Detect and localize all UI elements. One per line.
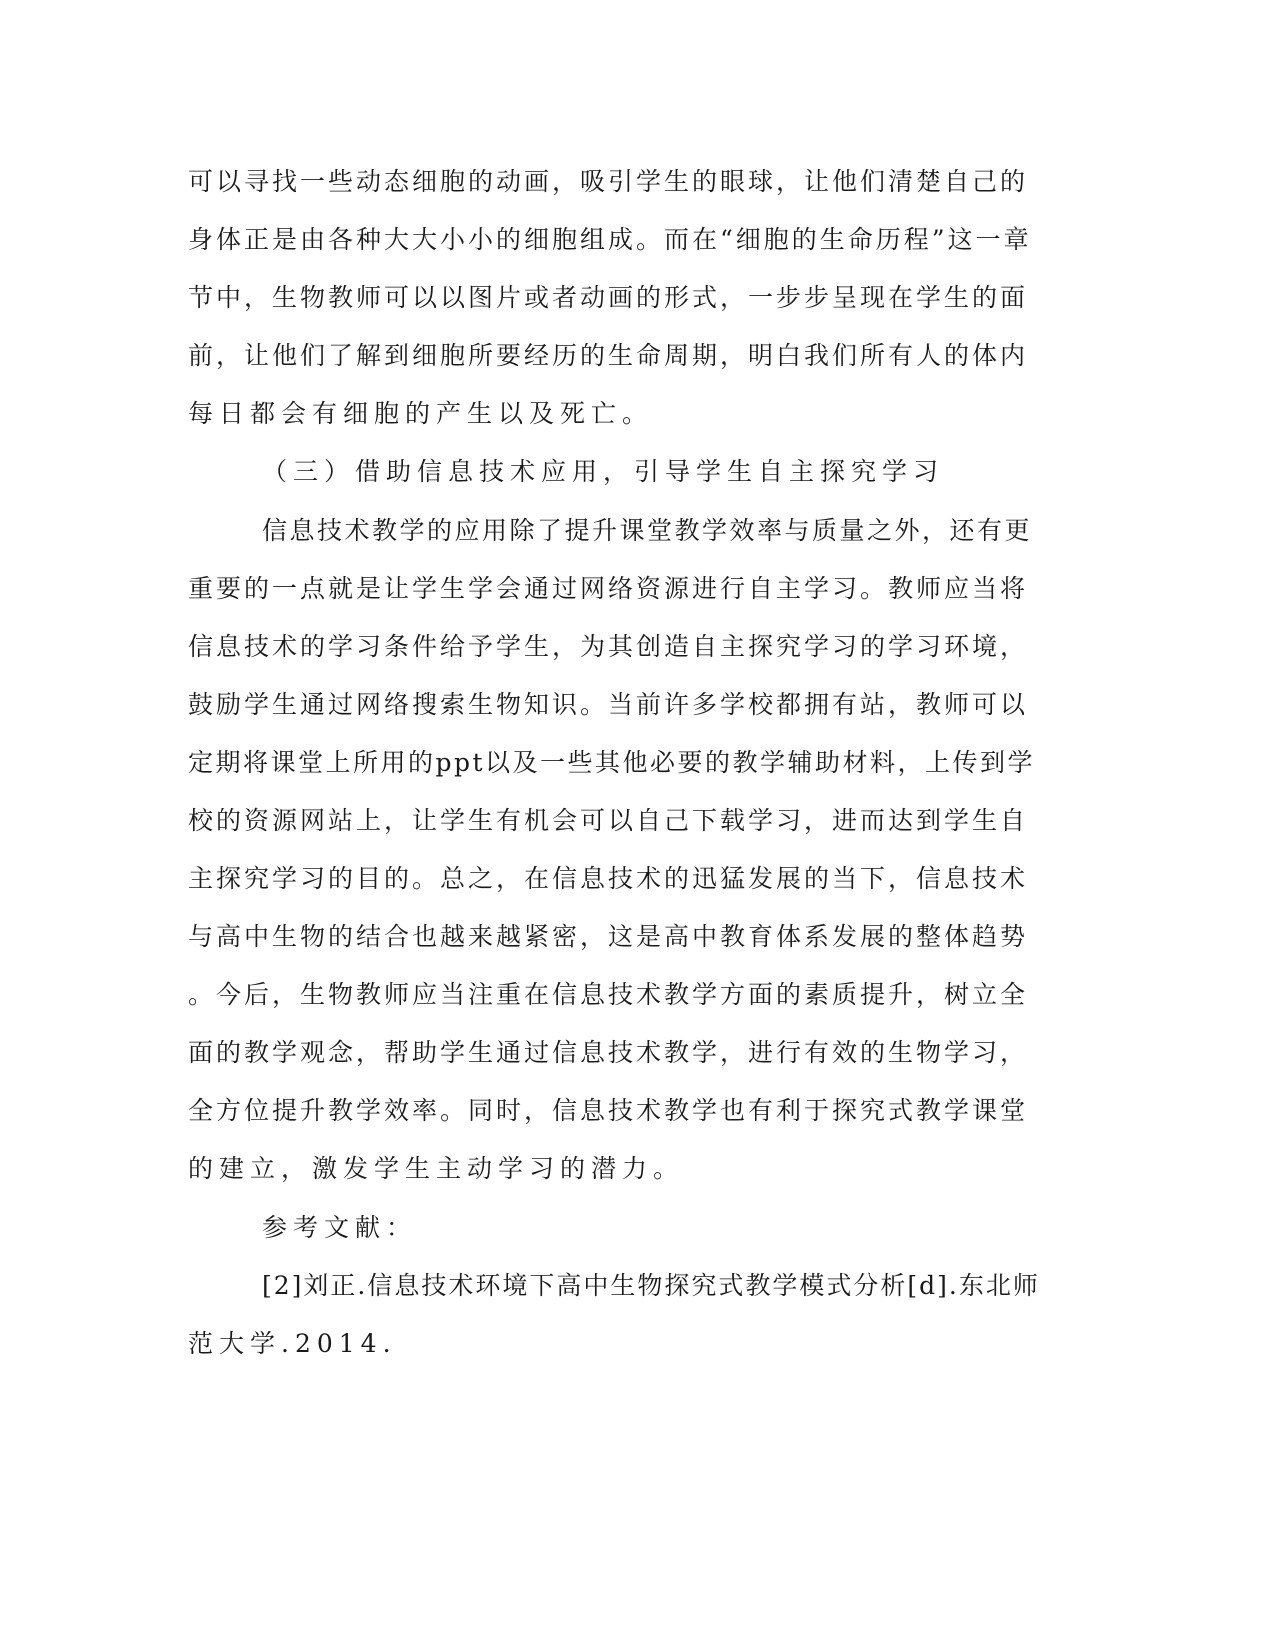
references-heading: 参考文献： bbox=[262, 1213, 418, 1242]
body-text-line: 全方位提升教学效率。同时，信息技术教学也有利于探究式教学课堂 bbox=[188, 1096, 1029, 1125]
body-text-line: 节中，生物教师可以以图片或者动画的形式，一步步呈现在学生的面 bbox=[188, 283, 1029, 312]
reference-entry: [2]刘正.信息技术环境下高中生物探究式教学模式分析[d].东北师 bbox=[262, 1271, 1040, 1300]
body-text-line: 。今后，生物教师应当注重在信息技术教学方面的素质提升，树立全 bbox=[188, 980, 1029, 1009]
body-text-line: 信息技术的学习条件给予学生，为其创造自主探究学习的学习环境， bbox=[188, 632, 1029, 661]
body-text-line: 可以寻找一些动态细胞的动画，吸引学生的眼球，让他们清楚自己的 bbox=[188, 167, 1029, 196]
body-text-line: 校的资源网站上，让学生有机会可以自己下载学习，进而达到学生自 bbox=[188, 806, 1029, 835]
body-text-line: 与高中生物的结合也越来越紧密，这是高中教育体系发展的整体趋势 bbox=[188, 922, 1029, 951]
body-text-line: 主探究学习的目的。总之，在信息技术的迅猛发展的当下，信息技术 bbox=[188, 864, 1029, 893]
body-text-line: 面的教学观念，帮助学生通过信息技术教学，进行有效的生物学习， bbox=[188, 1038, 1029, 1067]
body-text-line: 每日都会有细胞的产生以及死亡。 bbox=[188, 399, 654, 428]
body-text-line: 定期将课堂上所用的ppt以及一些其他必要的教学辅助材料，上传到学 bbox=[188, 748, 1036, 777]
body-text-line: 信息技术教学的应用除了提升课堂教学效率与质量之外，还有更 bbox=[262, 516, 1033, 545]
reference-entry: 范大学.2014. bbox=[188, 1329, 397, 1358]
body-text-line: 前，让他们了解到细胞所要经历的生命周期，明白我们所有人的体内 bbox=[188, 341, 1029, 370]
body-text-line: 身体正是由各种大大小小的细胞组成。而在“细胞的生命历程”这一章 bbox=[188, 225, 1032, 254]
section-heading: （三）借助信息技术应用，引导学生自主探究学习 bbox=[262, 457, 945, 486]
body-text-line: 的建立，激发学生主动学习的潜力。 bbox=[188, 1154, 685, 1183]
body-text-line: 重要的一点就是让学生学会通过网络资源进行自主学习。教师应当将 bbox=[188, 574, 1029, 603]
body-text-line: 鼓励学生通过网络搜索生物知识。当前许多学校都拥有站，教师可以 bbox=[188, 690, 1029, 719]
